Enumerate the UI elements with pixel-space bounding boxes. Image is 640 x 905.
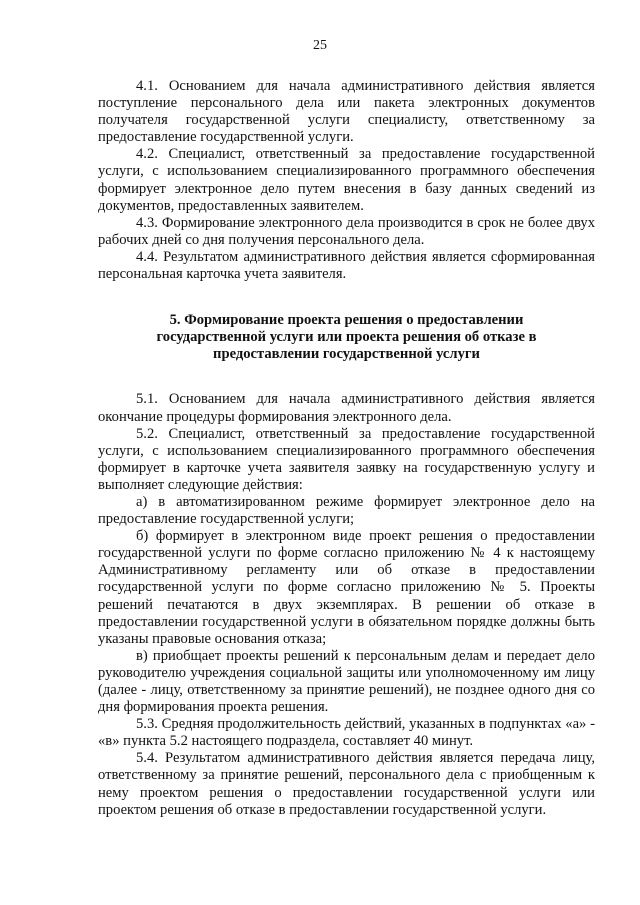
- paragraph-5-2-b: б) формирует в электронном виде проект решения о предоставлении государственной услуги по форме согласно приложению № 4 к настоящему Административному регламенту или об отказе в предоставлении государственной услуги по форме согласно приложению № 5. Проекты решений печатаются в двух экземплярах. В решении об отказе в предоставлении государственной услуги в обязательном порядке должны быть указаны правовые основания отказа;: [98, 528, 595, 647]
- paragraph-4-2: 4.2. Специалист, ответственный за предоставление государственной услуги, с использованием специализированного программного обеспечения формирует электронное дело путем внесения в базу данных сведений из документов, предоставленных заявителем.: [98, 146, 595, 214]
- section-heading-line: 5. Формирование проекта решения о предоставлении: [169, 312, 524, 329]
- paragraph-4-4: 4.4. Результатом административного действия является сформированная персональная карточка учета заявителя.: [98, 248, 595, 283]
- paragraph-5-3: 5.3. Средняя продолжительность действий, указанных в подпунктах «а» - «в» пункта 5.2 настоящего подраздела, составляет 40 минут.: [98, 716, 595, 750]
- document-body: [98, 78, 595, 819]
- paragraph-5-2: 5.2. Специалист, ответственный за предоставление государственной услуги, с использованием специализированного программного обеспечения формирует в карточке учета заявителя заявку на государственную услугу и выполняет следующие действия:: [98, 425, 595, 493]
- paragraph-4-3: 4.3. Формирование электронного дела производится в срок не более двух рабочих дней со дня получения персонального дела.: [98, 214, 595, 248]
- page-number: 25: [313, 38, 327, 53]
- section-heading-line: государственной услуги или проекта решения об отказе в: [156, 329, 537, 346]
- paragraph-5-2-v: в) приобщает проекты решений к персональным делам и передает дело руководителю учреждения социальной защиты или уполномоченному им лицу (далее - лицу, ответственному за принятие решений), не позднее одного дня со дня формирования проекта решения.: [98, 647, 595, 716]
- section-5-heading: [98, 312, 595, 363]
- section-heading-line: предоставлении государственной услуги: [213, 346, 480, 363]
- paragraph-5-1: 5.1. Основанием для начала административного действия является окончание процедуры формирования электронного дела.: [98, 391, 595, 425]
- paragraph-4-1: 4.1. Основанием для начала административного действия является поступление персонального дела или пакета электронных документов получателя государственной услуги специалисту, ответственному за предоставление государственной услуги.: [98, 78, 595, 146]
- paragraph-5-4: 5.4. Результатом административного действия является передача лицу, ответственному за принятие решений, персонального дела с приобщенным к нему проектом решения о предоставлении государственной услуги или проектом решения об отказе в предоставлении государственной услуги.: [98, 750, 595, 818]
- paragraph-5-2-a: а) в автоматизированном режиме формирует электронное дело на предоставление государственной услуги;: [98, 493, 595, 528]
